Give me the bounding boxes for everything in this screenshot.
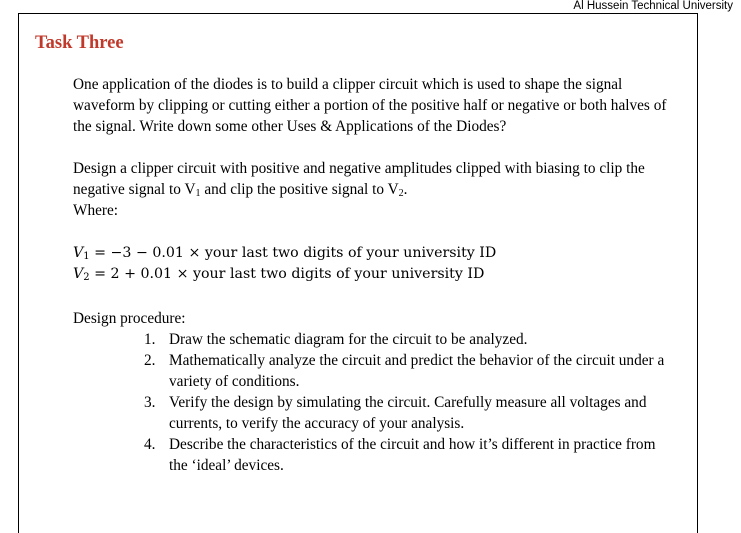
paragraph-line: One application of the diodes is to build a clipper circuit which is used to shape the signal — [73, 76, 623, 93]
step-line: Describe the characteristics of the circuit and how it’s different in practice from — [169, 436, 656, 453]
paragraph-applications — [73, 74, 666, 137]
text-segment: and clip the positive signal to V — [200, 181, 399, 198]
subscript: 1 — [195, 188, 201, 199]
step-line: Draw the schematic diagram for the circuit to be analyzed. — [169, 331, 528, 348]
step-line: Verify the design by simulating the circuit. Carefully measure all voltages and — [169, 394, 647, 411]
step-number: 4. — [144, 436, 156, 453]
university-header: Al Hussein Technical University — [573, 0, 733, 12]
task-title: Task Three — [35, 33, 124, 53]
formula-v1 — [73, 243, 496, 264]
formula-var: V — [73, 266, 84, 282]
paragraph-line — [73, 179, 645, 200]
formula-var: V — [73, 245, 84, 261]
paragraph-line: Where: — [73, 202, 119, 219]
formula-sub: 1 — [83, 251, 90, 262]
step-line: currents, to verify the accuracy of your analysis. — [169, 415, 465, 432]
step-line: variety of conditions. — [169, 373, 300, 390]
step-line: the ‘ideal’ devices. — [169, 457, 284, 474]
text-segment: . — [403, 181, 408, 198]
step-line: Mathematically analyze the circuit and predict the behavior of the circuit under a — [169, 352, 665, 369]
procedure-title: Design procedure: — [73, 310, 186, 327]
step-number: 3. — [144, 394, 156, 411]
procedure-step — [140, 392, 664, 434]
text-segment: negative signal to V — [73, 181, 196, 198]
procedure-step — [140, 350, 664, 392]
formula-sub: 2 — [83, 272, 90, 283]
formula-rhs: = 2 + 0.01 × your last two digits of your university ID — [89, 266, 485, 282]
procedure-list — [140, 329, 664, 476]
step-number: 2. — [144, 352, 156, 369]
formula-v2 — [73, 264, 484, 285]
subscript: 2 — [398, 188, 404, 199]
paragraph-design — [73, 158, 645, 221]
formula-rhs: = −3 − 0.01 × your last two digits of your university ID — [89, 245, 497, 261]
procedure-step — [140, 329, 664, 350]
paragraph-line: the signal. Write down some other Uses & Applications of the Diodes? — [73, 118, 507, 135]
paragraph-line: waveform by clipping or cutting either a portion of the positive half or negative or both halves of — [73, 97, 667, 114]
step-number: 1. — [144, 331, 156, 348]
procedure-step — [140, 434, 664, 476]
paragraph-line: Design a clipper circuit with positive and negative amplitudes clipped with biasing to clip the — [73, 160, 645, 177]
